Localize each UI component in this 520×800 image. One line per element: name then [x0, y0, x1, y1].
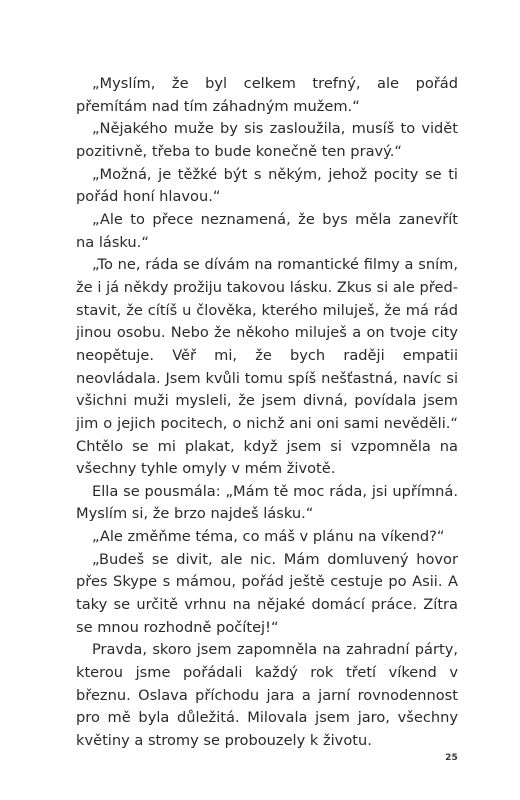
paragraph: „Nějakého muže by sis zasloužila, musíš to vidět pozitivně, třeba to bude konečně ten pravý.“: [76, 120, 458, 160]
paragraph: Ella se pousmála: „Mám tě moc ráda, jsi upřímná. Myslím si, že brzo najdeš lásku.“: [76, 482, 458, 523]
paragraph: „Budeš se divit, ale nic. Mám domluvený hovor přes Skype s mámou, pořád ještě cestuje po Asii. A taky se určitě vrhnu na nějaké domácí práce. Zítra se mnou rozhodně počítej!“: [76, 550, 458, 636]
paragraph: „Myslím, že byl celkem trefný, ale pořád přemítám nad tím záhadným mužem.“: [76, 75, 458, 115]
page-number: 25: [445, 753, 458, 763]
paragraph: Pravda, skoro jsem zapomněla na zahradní párty, kterou jsme pořádali každý rok třetí víkend v březnu. Oslava příchodu jara a jarní rovnodennost pro mě byla důležitá. Milovala jsem jaro, všechny květiny a stromy se probouzely k životu.: [76, 641, 458, 750]
paragraph: „To ne, ráda se dívám na romantické filmy a sním, že i já někdy prožiju takovou lásku. Zkus si ale představit, že cítíš u člověka, kterého miluješ, že má rád jinou osobu. Nebo že někoho miluješ a on tvoje city neopětuje. Věř mi, že bych raději empatii neovládala. Jsem kvůli tomu spíš nešťastná, navíc si všichni muži mysleli, že jsem divná, povídala jsem jim o jejich pocitech, o nichž ani oni sami nevěděli.“ Chtělo se mi plakat, když jsem si vzpomněla na všechny tyhle omyly v mém životě.: [76, 256, 458, 478]
body-text: [76, 73, 458, 753]
paragraph: „Možná, je těžké být s někým, jehož pocity se ti pořád honí hlavou.“: [76, 165, 458, 206]
paragraph: „Ale to přece neznamená, že bys měla zanevřít na lásku.“: [76, 210, 458, 251]
paragraph: „Ale změňme téma, co máš v plánu na víkend?“: [92, 528, 445, 546]
